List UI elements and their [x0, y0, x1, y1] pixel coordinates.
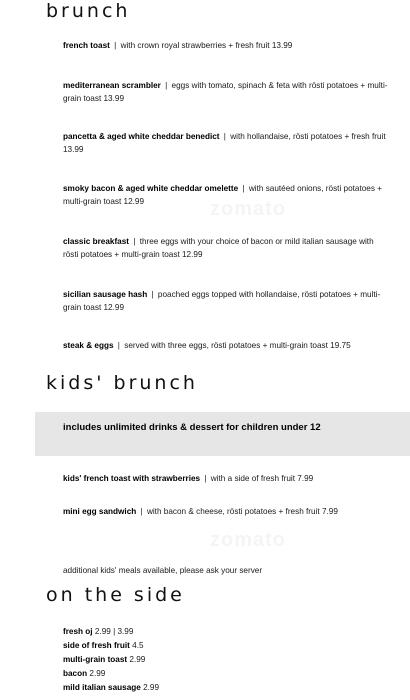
kids-brunch-section-title: kids' brunch — [46, 372, 198, 394]
item-description: poached eggs topped with hollandaise, rösti potatoes + multi-grain toast 12.99 — [63, 290, 381, 312]
item-name: classic breakfast — [63, 237, 129, 246]
menu-item — [63, 80, 389, 105]
item-name: sicilian sausage hash — [63, 290, 148, 299]
item-description: with a side of fresh fruit 7.99 — [210, 474, 314, 483]
item-price: 2.99 — [89, 669, 106, 678]
kids-meals-note: additional kids' meals available, please ask your server — [63, 566, 263, 575]
menu-item — [63, 131, 389, 156]
item-description: with crown royal strawberries + fresh fruit 13.99 — [120, 41, 293, 50]
watermark-logo — [210, 529, 286, 552]
menu-item — [63, 473, 389, 486]
menu-item — [63, 183, 389, 208]
item-price: 2.99 | 3.99 — [94, 627, 134, 636]
side-item — [63, 682, 159, 694]
item-name: mini egg sandwich — [63, 507, 137, 516]
side-item — [63, 668, 105, 680]
item-description: with bacon & cheese, rösti potatoes + fresh fruit 7.99 — [146, 507, 338, 516]
menu-item — [63, 340, 389, 353]
separator: | — [204, 474, 207, 483]
brunch-section-title: brunch — [46, 0, 131, 22]
item-name: side of fresh fruit — [63, 641, 130, 650]
item-price: 2.99 — [129, 655, 146, 664]
separator: | — [117, 341, 120, 350]
item-name: mild italian sausage — [63, 683, 141, 692]
menu-item — [63, 506, 363, 519]
menu-item — [63, 40, 389, 53]
item-name: kids' french toast with strawberries — [63, 474, 201, 483]
separator: | — [242, 184, 245, 193]
item-description: three eggs with your choice of bacon or mild italian sausage with rösti potatoes + multi-grain toast 12.99 — [63, 237, 374, 259]
item-name: steak & eggs — [63, 341, 114, 350]
separator: | — [165, 81, 168, 90]
separator: | — [140, 507, 143, 516]
item-price: 2.99 — [143, 683, 160, 692]
item-name: mediterranean scrambler — [63, 81, 161, 90]
kids-banner-text: includes unlimited drinks & dessert for children under 12 — [63, 422, 321, 433]
item-name: french toast — [63, 41, 110, 50]
item-description: with hollandaise, rösti potatoes + fresh fruit 13.99 — [63, 132, 386, 154]
item-name: bacon — [63, 669, 88, 678]
kids-info-banner — [35, 412, 410, 456]
menu-item — [63, 236, 389, 261]
side-item — [63, 654, 145, 666]
side-item — [63, 626, 133, 638]
item-description: eggs with tomato, spinach & feta with rösti potatoes + multi-grain toast 13.99 — [63, 81, 388, 103]
item-description: served with three eggs, rösti potatoes + multi-grain toast 19.75 — [124, 341, 351, 350]
item-name: pancetta & aged white cheddar benedict — [63, 132, 220, 141]
separator: | — [151, 290, 154, 299]
item-description: with sautéed onions, rösti potatoes + multi-grain toast 12.99 — [63, 184, 383, 206]
item-name: multi-grain toast — [63, 655, 128, 664]
on-the-side-section-title: on the side — [46, 584, 185, 606]
item-name: fresh oj — [63, 627, 93, 636]
item-name: smoky bacon & aged white cheddar omelette — [63, 184, 239, 193]
item-price: 4.5 — [132, 641, 144, 650]
separator: | — [114, 41, 117, 50]
separator: | — [223, 132, 226, 141]
separator: | — [133, 237, 136, 246]
side-item — [63, 640, 144, 652]
menu-item — [63, 289, 389, 314]
